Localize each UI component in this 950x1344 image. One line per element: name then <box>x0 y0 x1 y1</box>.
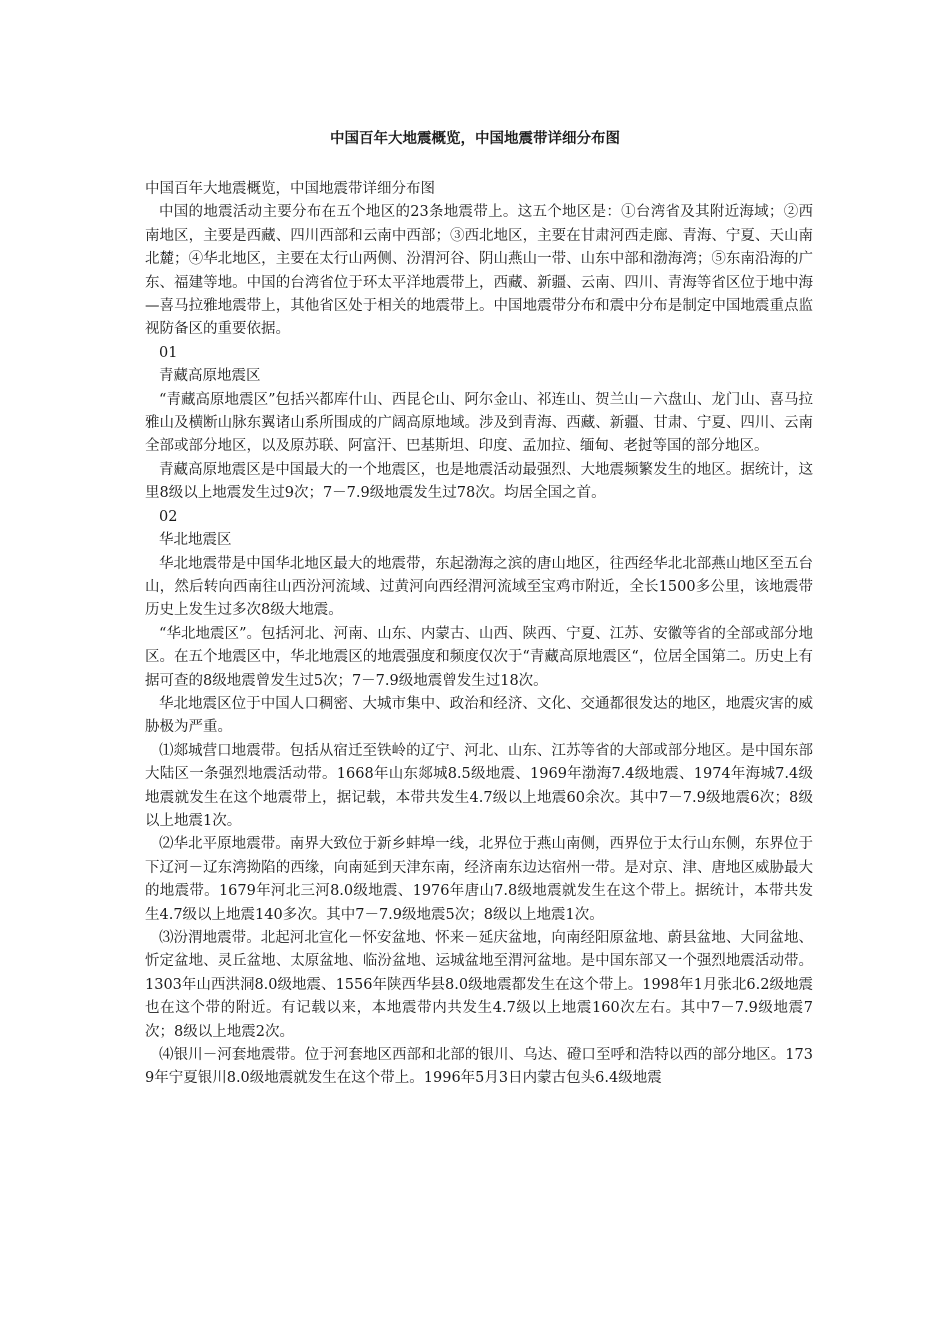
list-paragraph: ⑵华北平原地震带。南界大致位于新乡蚌埠一线，北界位于燕山南侧，西界位于太行山东侧，东界位于下辽河－辽东湾拗陷的西缘，向南延到天津东南，经济南东边达宿州一带。是对京、津、唐地区威胁最大的地震带。1679年河北三河8.0级地震、1976年唐山7.8级地震就发生在这个带上。据统计，本带共发生4.7级以上地震140多次。其中7－7.9级地震5次；8级以上地震1次。 <box>145 836 813 923</box>
body-paragraph: 中国的地震活动主要分布在五个地区的23条地震带上。这五个地区是：①台湾省及其附近海域；②西南地区，主要是西藏、四川西部和云南中西部；③西北地区，主要在甘肃河西走廊、青海、宁夏、天山南北麓；④华北地区，主要在太行山两侧、汾渭河谷、阴山燕山一带、山东中部和渤海湾；⑤东南沿海的广东、福建等地。中国的台湾省位于环太平洋地震带上，西藏、新疆、云南、四川、青海等省区位于地中海—喜马拉雅地震带上，其他省区处于相关的地震带上。中国地震带分布和震中分布是制定中国地震重点监视防备区的重要依据。 <box>145 204 813 338</box>
body-paragraph: “华北地震区”。包括河北、河南、山东、内蒙古、山西、陕西、宁夏、江苏、安徽等省的全部或部分地区。在五个地震区中，华北地震区的地震强度和频度仅次于“青藏高原地震区“，位居全国第二。历史上有据可查的8级地震曾发生过5次；7－7.9级地震曾发生过18次。 <box>145 625 813 689</box>
document-title: 中国百年大地震概览，中国地震带详细分布图 <box>330 130 620 147</box>
document-body <box>145 178 813 1091</box>
section-heading: 青藏高原地震区 <box>159 368 261 385</box>
body-paragraph: 华北地震区位于中国人口稠密、大城市集中、政治和经济、文化、交通都很发达的地区，地震灾害的威胁极为严重。 <box>145 695 813 736</box>
body-paragraph: “青藏高原地震区”包括兴都库什山、西昆仑山、阿尔金山、祁连山、贺兰山－六盘山、龙门山、喜马拉雅山及横断山脉东翼诸山系所围成的广阔高原地域。涉及到青海、西藏、新疆、甘肃、宁夏、四川、云南全部或部分地区，以及原苏联、阿富汗、巴基斯坦、印度、孟加拉、缅甸、老挝等国的部分地区。 <box>145 391 813 455</box>
section-number: 02 <box>159 508 178 525</box>
list-paragraph: ⑷银川－河套地震带。位于河套地区西部和北部的银川、乌达、磴口至呼和浩特以西的部分地区。1739年宁夏银川8.0级地震就发生在这个带上。1996年5月3日内蒙古包头6.4级地震 <box>145 1047 813 1087</box>
section-number: 01 <box>159 344 178 361</box>
list-paragraph: ⑴郯城营口地震带。包括从宿迁至铁岭的辽宁、河北、山东、江苏等省的大部或部分地区。是中国东部大陆区一条强烈地震活动带。1668年山东郯城8.5级地震、1969年渤海7.4级地震、1974年海城7.4级地震就发生在这个地震带上，据记载，本带共发生4.7级以上地震60余次。其中7－7.9级地震6次；8级以上地震1次。 <box>145 742 813 829</box>
body-paragraph: 青藏高原地震区是中国最大的一个地震区，也是地震活动最强烈、大地震频繁发生的地区。据统计，这里8级以上地震发生过9次；7－7.9级地震发生过78次。均居全国之首。 <box>145 461 813 502</box>
body-paragraph: 中国百年大地震概览，中国地震带详细分布图 <box>145 181 435 197</box>
body-paragraph: 华北地震带是中国华北地区最大的地震带，东起渤海之滨的唐山地区，往西经华北北部燕山地区至五台山，然后转向西南往山西汾河流域、过黄河向西经渭河流域至宝鸡市附近，全长1500多公里，该地震带历史上发生过多次8级大地震。 <box>145 555 813 619</box>
list-paragraph: ⑶汾渭地震带。北起河北宣化－怀安盆地、怀来－延庆盆地，向南经阳原盆地、蔚县盆地、大同盆地、忻定盆地、灵丘盆地、太原盆地、临汾盆地、运城盆地至渭河盆地。是中国东部又一个强烈地震活动带。1303年山西洪洞8.0级地震、1556年陕西华县8.0级地震都发生在这个带上。1998年1月张北6.2级地震也在这个带的附近。有记载以来，本地震带内共发生4.7级以上地震160次左右。其中7－7.9级地震7次；8级以上地震2次。 <box>145 930 813 1040</box>
section-heading: 华北地震区 <box>159 532 232 549</box>
